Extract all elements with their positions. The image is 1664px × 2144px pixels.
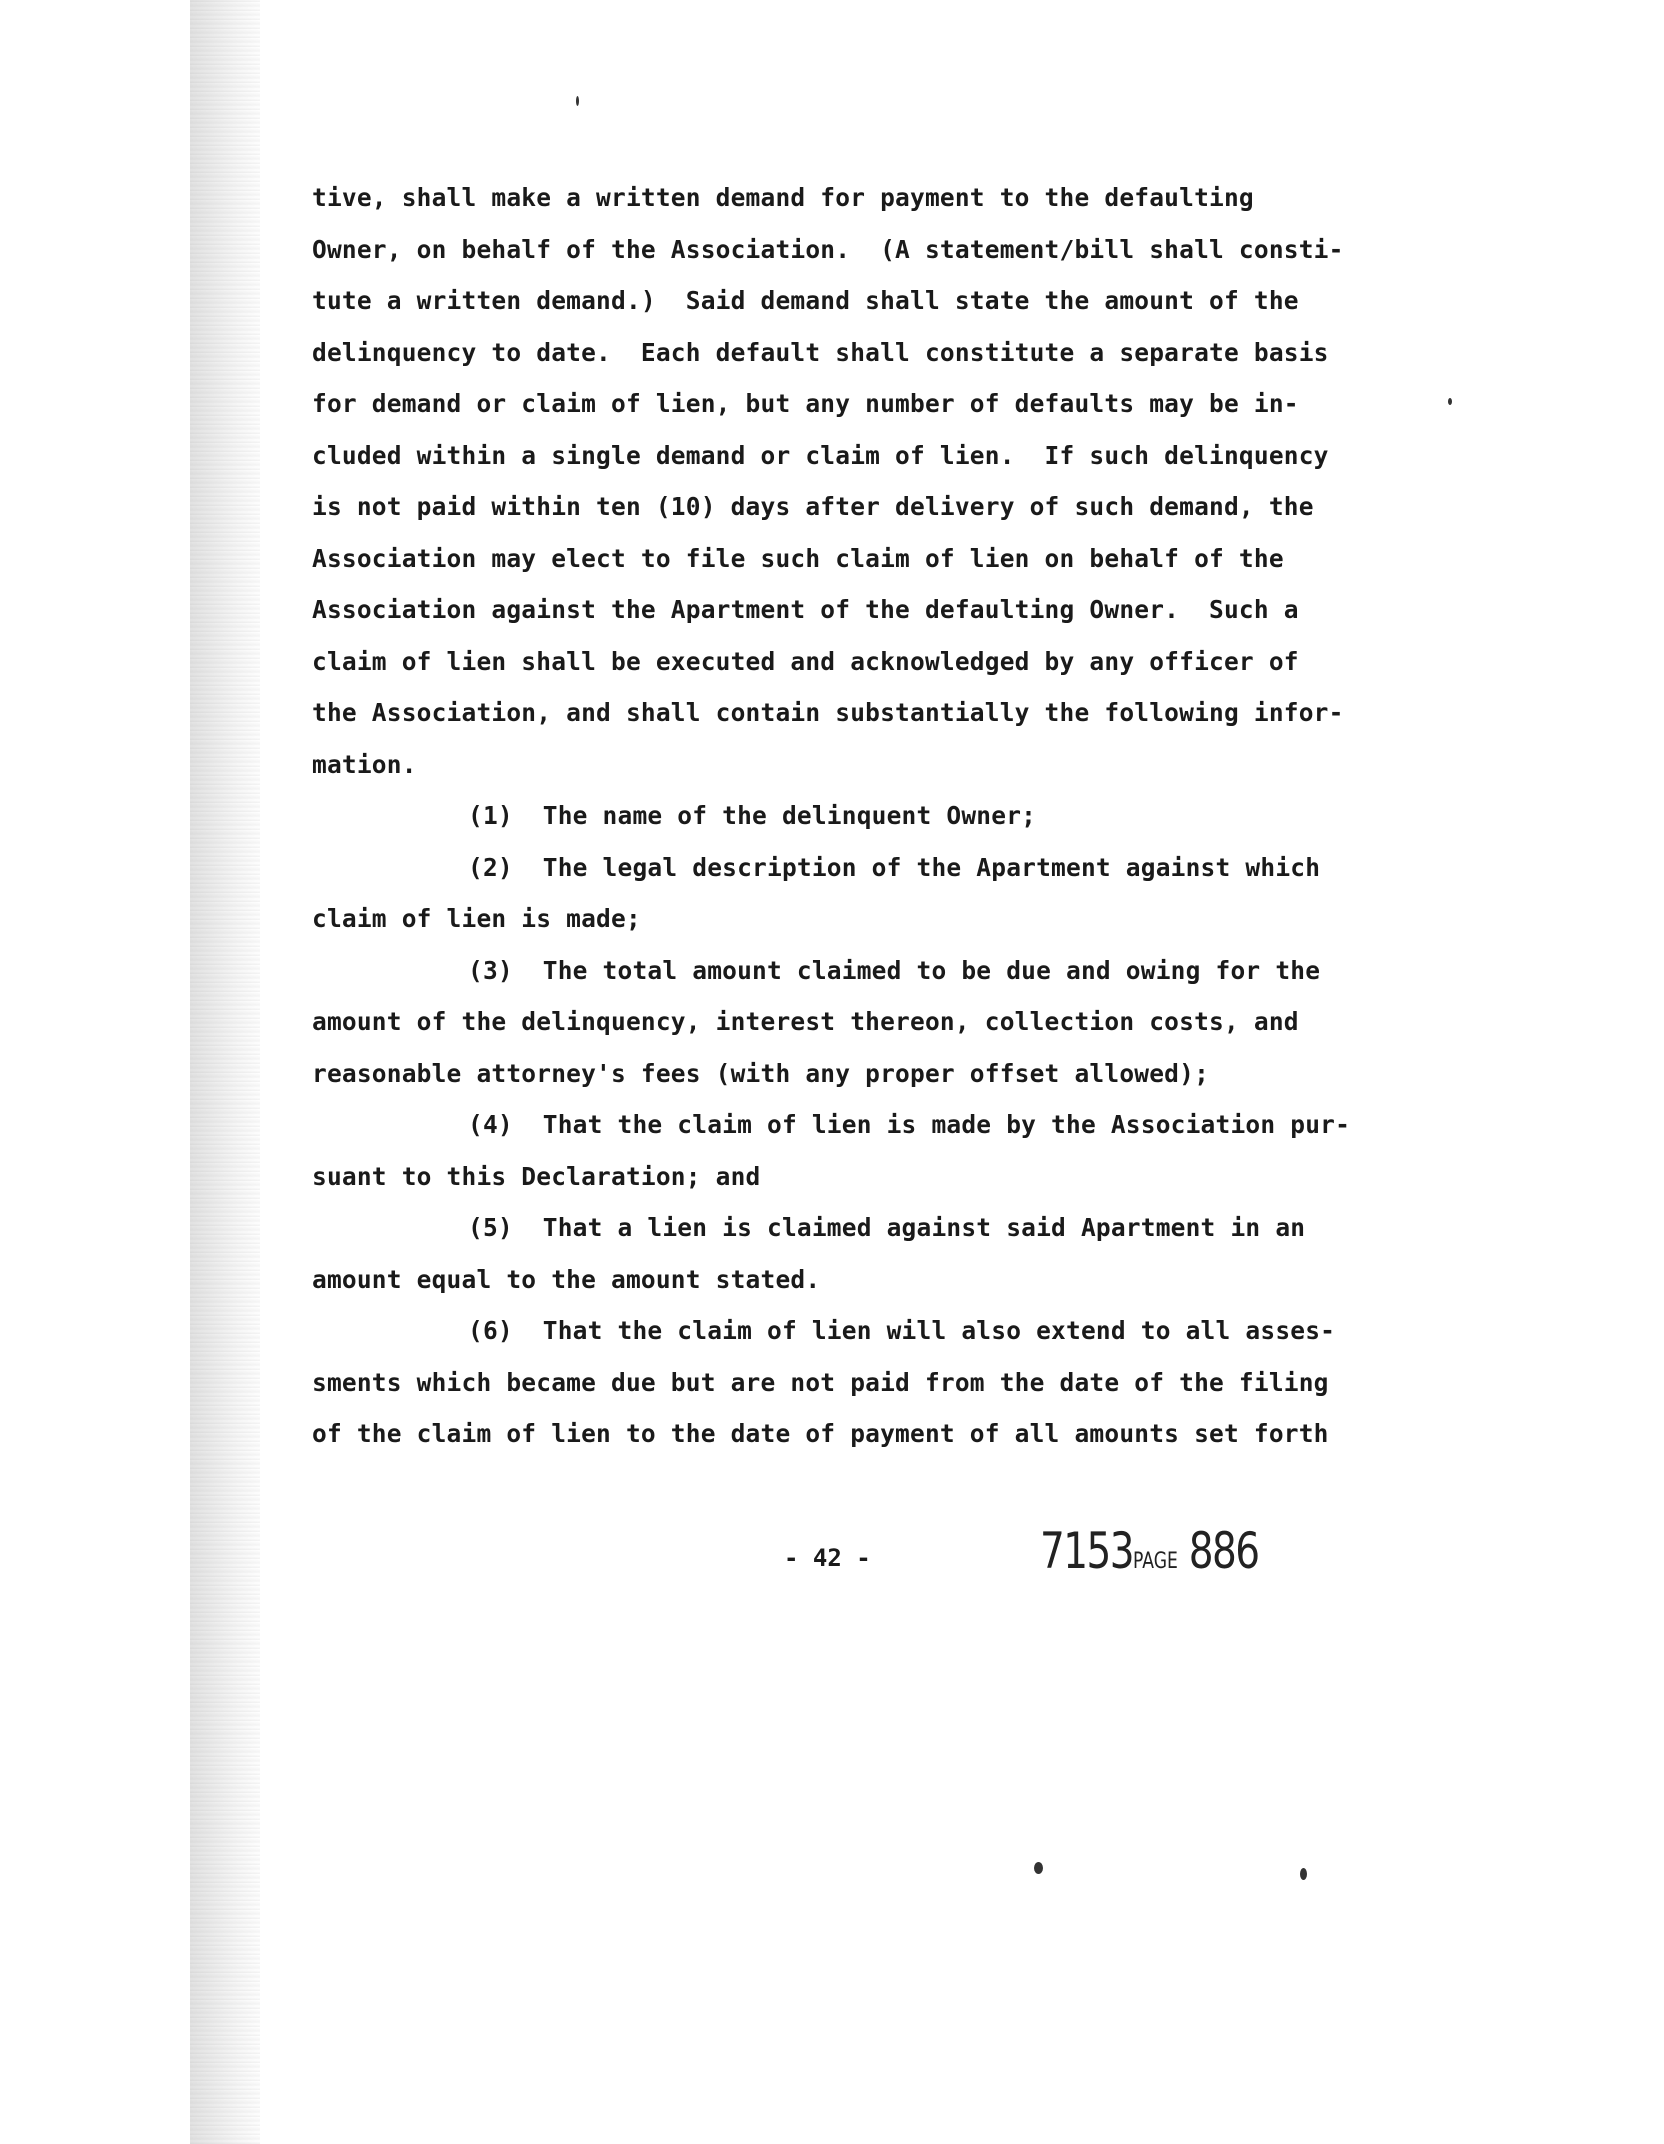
text-line: claim of lien shall be executed and acknowledged by any officer of — [312, 646, 1299, 676]
text-line: claim of lien is made; — [312, 904, 641, 933]
text-line: (1) The name of the delinquent Owner; — [468, 801, 1037, 830]
text-line: mation. — [312, 749, 417, 779]
scan-speck — [1448, 398, 1452, 405]
text-line: Owner, on behalf of the Association. (A statement/bill shall consti- — [312, 234, 1344, 264]
stamp-book-number: 7153 — [1040, 1522, 1134, 1580]
page-number: - 42 - — [784, 1544, 871, 1572]
text-line: (6) That the claim of lien will also extend to all asses- — [468, 1316, 1336, 1345]
text-line: Association against the Apartment of the defaulting Owner. Such a — [312, 595, 1299, 624]
scan-speck — [1300, 1868, 1307, 1880]
text-line: the Association, and shall contain substantially the following infor- — [312, 698, 1344, 727]
text-line: for demand or claim of lien, but any number of defaults may be in- — [312, 389, 1299, 418]
recording-stamp — [1040, 1522, 1258, 1580]
text-line: sments which became due but are not paid from the date of the filing — [312, 1367, 1329, 1397]
text-line: (3) The total amount claimed to be due and owing for the — [468, 955, 1321, 985]
text-line: (4) That the claim of lien is made by the Association pur- — [468, 1110, 1351, 1139]
text-line: reasonable attorney's fees (with any proper offset allowed); — [312, 1058, 1210, 1088]
text-line: tive, shall make a written demand for payment to the defaulting — [312, 183, 1254, 212]
scan-speck — [576, 96, 579, 106]
stamp-page-number: 886 — [1188, 1522, 1259, 1580]
text-line: amount equal to the amount stated. — [312, 1264, 821, 1294]
scan-speck — [1034, 1862, 1043, 1874]
text-line: of the claim of lien to the date of payment of all amounts set forth — [312, 1419, 1329, 1448]
text-line: suant to this Declaration; and — [312, 1161, 761, 1191]
document-body — [312, 172, 1372, 1460]
text-line: (5) That a lien is claimed against said Apartment in an — [468, 1213, 1306, 1242]
text-line: delinquency to date. Each default shall constitute a separate basis — [312, 337, 1329, 367]
scan-shadow-edge — [190, 0, 260, 2144]
text-line: is not paid within ten (10) days after delivery of such demand, the — [312, 492, 1314, 521]
text-line: cluded within a single demand or claim of lien. If such delinquency — [312, 440, 1329, 470]
text-line: amount of the delinquency, interest thereon, collection costs, and — [312, 1007, 1299, 1036]
stamp-page-label: PAGE — [1133, 1549, 1178, 1574]
text-line: tute a written demand.) Said demand shall state the amount of the — [312, 286, 1299, 315]
text-line: Association may elect to file such claim of lien on behalf of the — [312, 543, 1284, 573]
text-line: (2) The legal description of the Apartment against which — [468, 852, 1321, 882]
